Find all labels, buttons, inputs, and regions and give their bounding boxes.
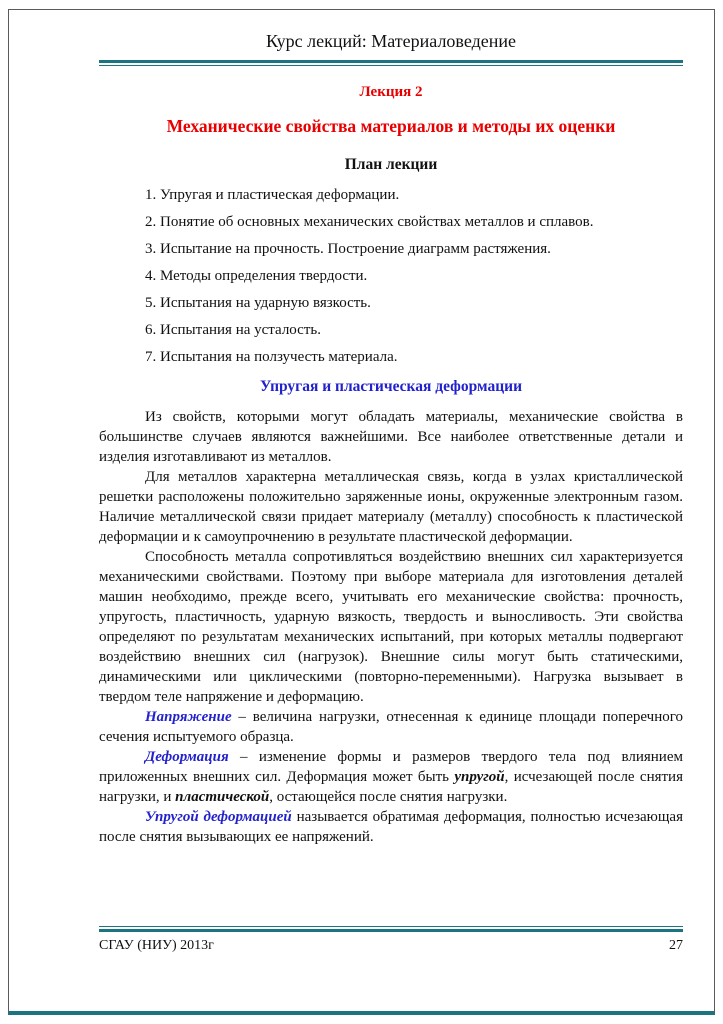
paragraph-definition [99, 807, 683, 847]
footer-institution: СГАУ (НИУ) 2013г [99, 938, 214, 953]
emphasized-term: пластической [175, 789, 270, 805]
lecture-title: Механические свойства материалов и методы их оценки [166, 116, 616, 136]
lecture-number-label: Лекция 2 [359, 84, 423, 100]
footer-rule-thin [99, 926, 683, 927]
paragraph-text: Способность металла сопротивляться воздействию внешних сил характеризуется механическими свойствами. Поэтому при выборе материала для изготовления деталей машин необходимо, прежде всего, учитывать его механические свойства: прочность, упругость, пластичность, ударную вязкость, твердость и выносливость. Эти свойства определяют по результатам механических испытаний, при которых металлы подвергают воздействию внешних сил (нагрузок). Внешние силы могут быть статическими, динамическими или циклическими (повторно-переменными). Нагрузка вызывает в твердом теле напряжение и деформацию. [99, 549, 683, 705]
plan-item: 3. Испытание на прочность. Построение диаграмм растяжения. [145, 241, 551, 257]
paragraph [99, 547, 683, 707]
header-rule [99, 60, 683, 66]
plan-item: 1. Упругая и пластическая деформации. [145, 187, 400, 203]
definition-text: – величина нагрузки, отнесенная к единице площади поперечного сечения испытуемого образца. [99, 709, 683, 745]
paragraph-definition [99, 747, 683, 807]
plan-item: 6. Испытания на усталость. [145, 322, 321, 338]
plan-item: 4. Методы определения твердости. [145, 268, 368, 284]
footer-row [99, 937, 683, 955]
paragraph [99, 407, 683, 467]
plan-item: 7. Испытания на ползучесть материала. [145, 349, 398, 365]
definition-term: Напряжение [145, 709, 232, 725]
paragraph-text: Для металлов характерна металлическая связь, когда в узлах кристаллической решетки расположены положительно заряженные ионы, окруженные электронным газом. Наличие металлической связи придает материалу (металлу) способность к пластической деформации и к самоупрочнению в результате пластической деформации. [99, 469, 683, 545]
definition-term: Деформация [145, 749, 229, 765]
definition-term: Упругой деформацией [145, 809, 292, 825]
footer-rule-thick [99, 929, 683, 932]
paragraph-text: Из свойств, которыми могут обладать материалы, механические свойства в большинстве случаев являются важнейшими. Все наиболее ответственные детали и изделия изготавливают из металлов. [99, 409, 683, 465]
definition-text: , исчезающей после снятия нагрузки, и [99, 769, 683, 805]
definition-text: – изменение формы и размеров твердого тела под влиянием приложенных внешних сил. Деформация может быть [99, 749, 683, 785]
page-content [99, 30, 683, 847]
plan-item: 5. Испытания на ударную вязкость. [145, 295, 371, 311]
course-header-title: Курс лекций: Материаловедение [266, 31, 516, 51]
paragraph-definition [99, 707, 683, 747]
plan-heading: План лекции [344, 156, 438, 173]
definition-text: , остающейся после снятия нагрузки. [269, 789, 508, 805]
plan-list [99, 185, 683, 367]
header-rule-thick [99, 60, 683, 63]
header-rule-thin [99, 65, 683, 66]
definition-text: называется обратимая деформация, полностью исчезающая после снятия вызывающих ее напряжений. [99, 809, 683, 845]
plan-item: 2. Понятие об основных механических свойствах металлов и сплавов. [145, 214, 594, 230]
page-number: 27 [669, 938, 683, 953]
section-heading: Упругая и пластическая деформации [259, 378, 523, 395]
emphasized-term: упругой [454, 769, 505, 785]
page-footer [99, 926, 683, 955]
paragraph [99, 467, 683, 547]
